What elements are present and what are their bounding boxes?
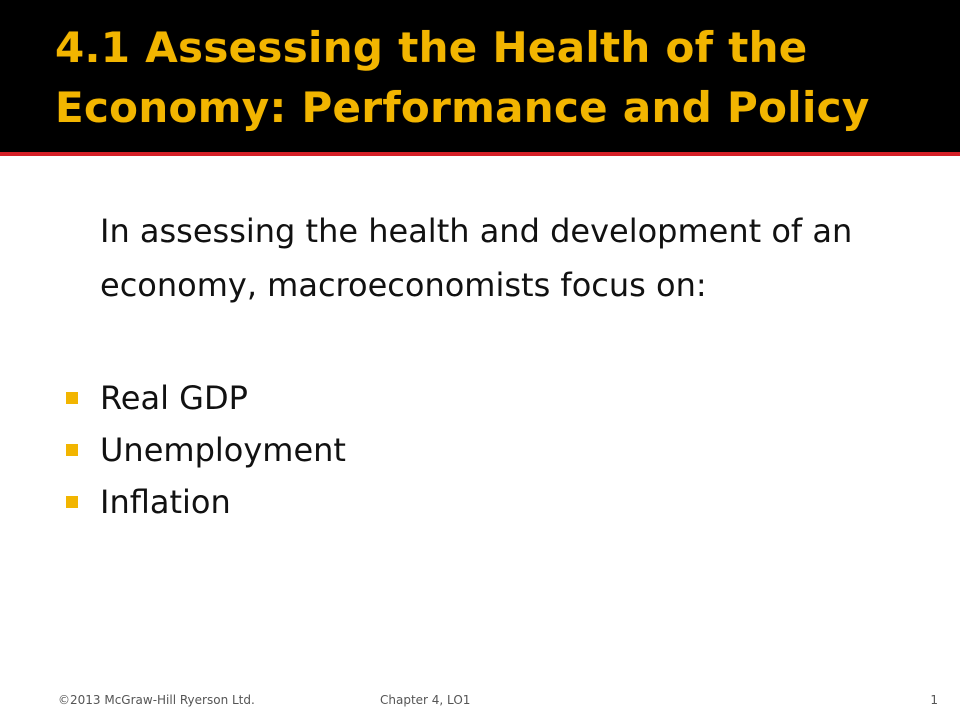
bullet-label: Real GDP	[100, 379, 248, 417]
square-bullet-icon	[66, 392, 78, 404]
bullet-item-unemployment	[66, 424, 346, 476]
square-bullet-icon	[66, 444, 78, 456]
slide-title: 4.1 Assessing the Health of the Economy: Performance and Policy	[55, 23, 870, 132]
square-bullet-icon	[66, 496, 78, 508]
footer-chapter: Chapter 4, LO1	[380, 693, 471, 707]
footer-copyright: ©2013 McGraw-Hill Ryerson Ltd.	[58, 693, 255, 707]
title-divider	[0, 152, 960, 156]
bullet-label: Inflation	[100, 483, 231, 521]
bullet-item-inflation	[66, 476, 346, 528]
intro-text: In assessing the health and development of an economy, macroeconomists focus on:	[100, 212, 853, 304]
bullet-item-real-gdp	[66, 372, 346, 424]
slide-number: 1	[930, 693, 938, 707]
bullet-list	[66, 372, 346, 528]
bullet-label: Unemployment	[100, 431, 346, 469]
